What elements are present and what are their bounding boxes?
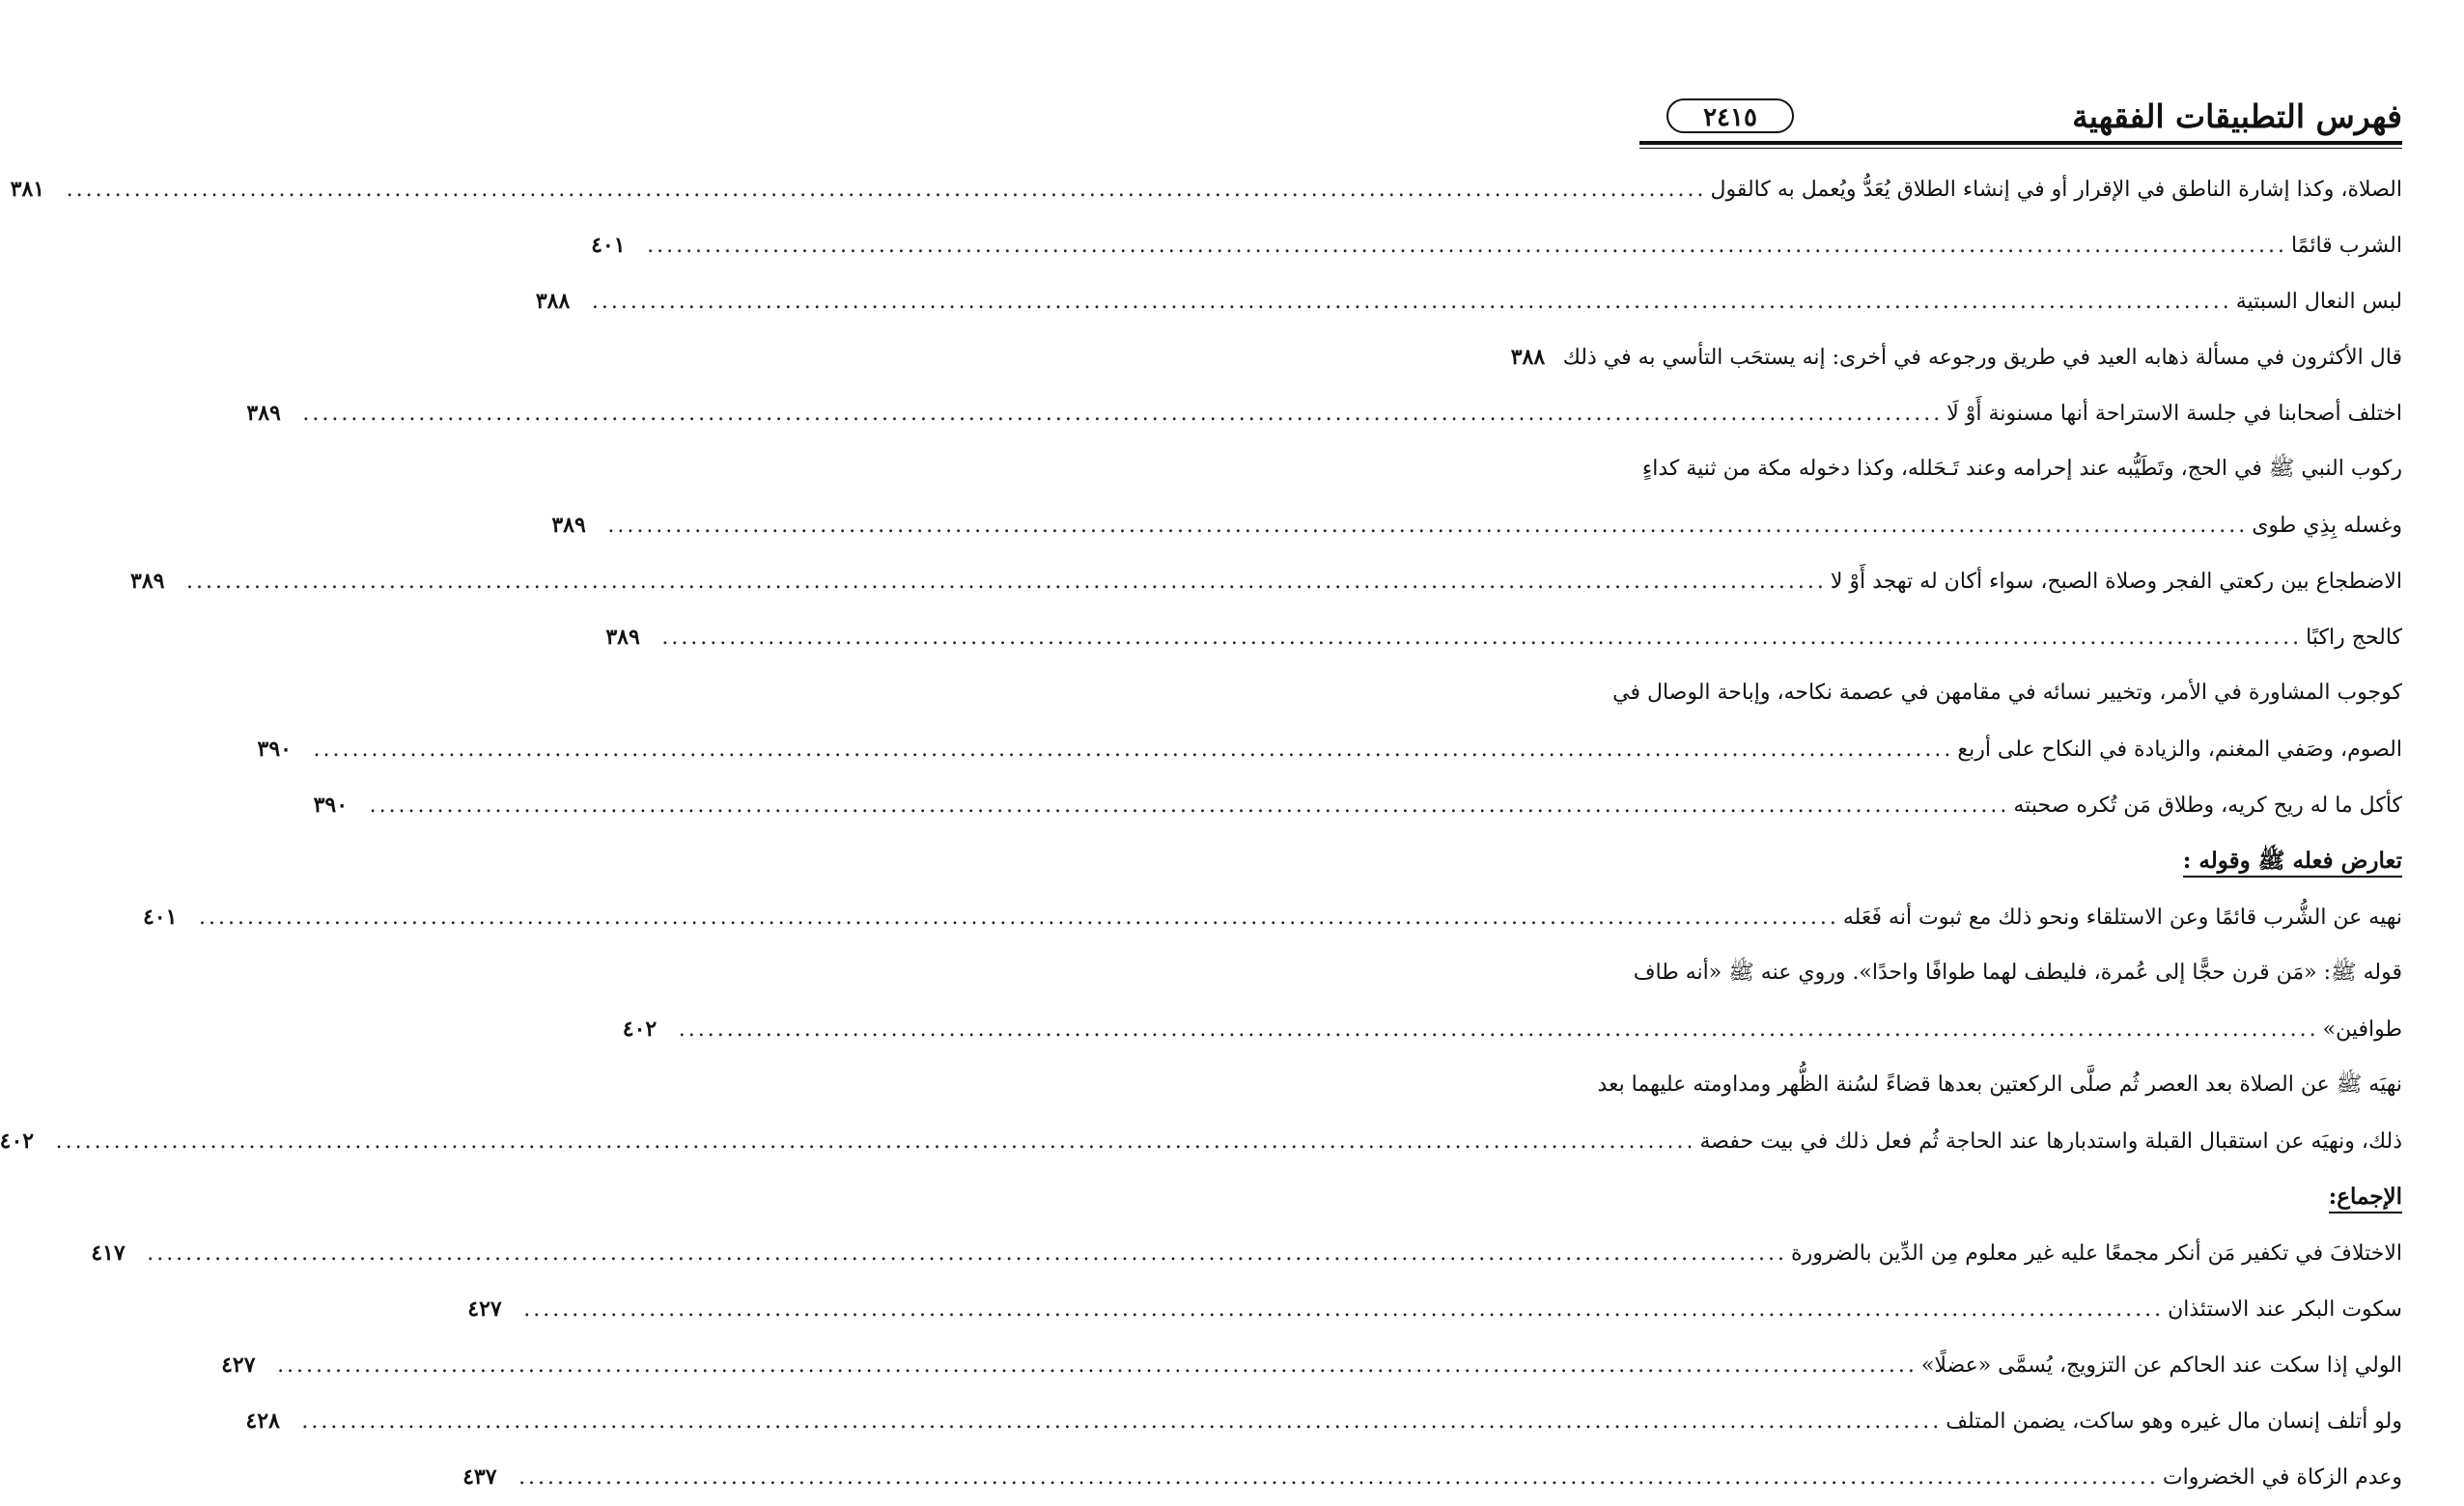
index-entry <box>535 273 2402 329</box>
entry-page: ٣٨٩ <box>551 513 586 538</box>
index-entry <box>467 1281 2402 1337</box>
entry-text: الولي إذا سكت عند الحاكم عن التزويج، يُسمَّى «عضلًا» <box>1920 1353 2402 1378</box>
index-entry <box>142 889 2402 945</box>
index-entry <box>313 777 2402 833</box>
index-entry <box>257 721 2402 777</box>
leader-dots <box>519 1282 2168 1338</box>
index-entry <box>462 1449 2402 1505</box>
entry-text: اختلف أصحابنا في جلسة الاستراحة أنها مسنونة أَوْ لَا <box>1946 402 2402 426</box>
index-entry-continued: نهيَه ﷺ عن الصلاة بعد العصر ثُم صلَّى الركعتين بعدها قضاءً لسُنة الظُّهر ومداومته عليهما بعد <box>1597 1073 2402 1097</box>
entry-page: ٤٠٢ <box>622 1017 658 1042</box>
index-entry <box>245 1393 2402 1449</box>
leader-dots <box>195 890 1843 946</box>
index-content <box>0 161 2402 1505</box>
entry-text: الاضطجاع بين ركعتي الفجر وصلاة الصبح، سواء أكان له تهجد أَوْ لا <box>1830 570 2402 594</box>
leader-dots <box>658 610 2306 666</box>
entry-page: ٣٨٨ <box>1510 345 1546 370</box>
entry-page: ٤٢٨ <box>245 1408 280 1434</box>
index-entry <box>246 385 2402 441</box>
entry-page: ٤٢٧ <box>221 1353 256 1378</box>
page-number-badge: ٢٤١٥ <box>1666 98 1794 133</box>
entry-page: ٣٨٩ <box>246 401 281 426</box>
entry-text: سكوت البكر عند الاستئذان <box>2168 1297 2402 1322</box>
index-entry <box>0 1113 2402 1169</box>
index-entry <box>591 217 2402 273</box>
entry-page: ٣٩٠ <box>257 737 292 762</box>
section-heading <box>1661 833 2402 889</box>
entry-page: ٤٠١ <box>591 233 626 258</box>
entry-text: كالحج راكبًا <box>2306 626 2402 650</box>
page-header <box>1639 93 2402 147</box>
entry-text: وعدم الزكاة في الخضروات <box>2162 1465 2402 1490</box>
entry-page: ٣٨٩ <box>605 625 640 650</box>
leader-dots <box>63 162 1711 218</box>
entry-page: ٤٠٢ <box>0 1129 35 1154</box>
entry-text: قال الأكثرون في مسألة ذهابه العيد في طريق ورجوعه في أخرى: إنه يستحَب التأسي به في ذلك <box>1562 346 2402 370</box>
leader-dots <box>643 218 2291 274</box>
section-heading-text: تعارض فعله ﷺ وقوله : <box>2183 848 2402 878</box>
entry-text: نهيه عن الشُّرب قائمًا وعن الاستلقاء ونحو ذلك مع ثبوت أنه فَعَله <box>1842 906 2402 930</box>
leader-dots <box>297 1394 1946 1450</box>
entry-page: ٤٣٧ <box>462 1464 497 1490</box>
section-heading-text: الإجماع: <box>2329 1184 2402 1213</box>
leader-dots <box>52 1114 1700 1170</box>
index-entry <box>605 609 2402 665</box>
index-entry-continued: ركوب النبي ﷺ في الحج، وتَطَيُّبه عند إحرامه وعند تَـحَلله، وكذا دخوله مكة من ثنية كداءٍ <box>1641 457 2402 481</box>
leader-dots <box>515 1450 2163 1506</box>
entry-page: ٣٨١ <box>10 177 45 202</box>
entry-page: ٤١٧ <box>91 1241 126 1266</box>
entry-page: ٤٢٧ <box>467 1297 502 1322</box>
entry-page: ٣٨٩ <box>130 569 165 594</box>
header-rule-thin <box>1639 148 2402 149</box>
index-entry <box>622 1001 2402 1057</box>
index-entry-continued: قوله ﷺ: «مَن قرن حجًّا إلى عُمرة، فليطف لهما طوافًا واحدًا». وروي عنه ﷺ «أنه طاف <box>1633 961 2402 985</box>
index-entry <box>91 1225 2402 1281</box>
leader-dots <box>298 386 1946 442</box>
entry-page: ٣٩٠ <box>313 793 349 818</box>
header-rule-thick <box>1639 141 2402 145</box>
entry-text: الاختلافَ في تكفير مَن أنكر مجمعًا عليه غير معلوم مِن الدِّين بالضرورة <box>1791 1241 2402 1266</box>
index-entry <box>1510 329 2402 385</box>
index-entry-continued: كوجوب المشاورة في الأمر، وتخيير نسائه في مقامهن في عصمة نكاحه، وإباحة الوصال في <box>1612 681 2402 705</box>
index-entry <box>221 1337 2402 1393</box>
entry-text: وغسله بِذِي طوى <box>2252 514 2402 538</box>
leader-dots <box>366 778 2014 834</box>
entry-text: الشرب قائمًا <box>2290 234 2402 258</box>
entry-text: طوافين» <box>2322 1018 2402 1042</box>
entry-page: ٤٠١ <box>142 905 178 930</box>
entry-text: الصلاة، وكذا إشارة الناطق في الإقرار أو في إنشاء الطلاق يُعَدُّ ويُعمل به كالقول <box>1710 178 2402 202</box>
entry-text: لبس النعال السبتية <box>2235 290 2402 314</box>
leader-dots <box>143 1226 1791 1282</box>
entry-text: ذلك، ونهيَه عن استقبال القبلة واستدبارها عند الحاجة ثُم فعل ذلك في بيت حفصة <box>1699 1130 2402 1154</box>
entry-text: ولو أتلف إنسان مال غيره وهو ساكت، يضمن المتلف <box>1946 1409 2402 1434</box>
leader-dots <box>182 554 1831 610</box>
index-entry <box>551 497 2402 553</box>
entry-text: الصوم، وصَفي المغنم، والزيادة في النكاح على أربع <box>1957 738 2402 762</box>
leader-dots <box>273 1338 1921 1394</box>
entry-page: ٣٨٨ <box>535 289 571 314</box>
leader-dots <box>675 1002 2323 1058</box>
leader-dots <box>310 722 1958 778</box>
section-heading <box>1661 1169 2402 1225</box>
leader-dots <box>603 498 2252 554</box>
index-entry <box>10 161 2402 217</box>
entry-text: كأكل ما له ريح كريه، وطلاق مَن تُكره صحبته <box>2013 794 2402 818</box>
index-entry <box>130 553 2402 609</box>
running-title: فهرس التطبيقات الفقهية <box>2072 98 2402 135</box>
leader-dots <box>588 274 2236 330</box>
